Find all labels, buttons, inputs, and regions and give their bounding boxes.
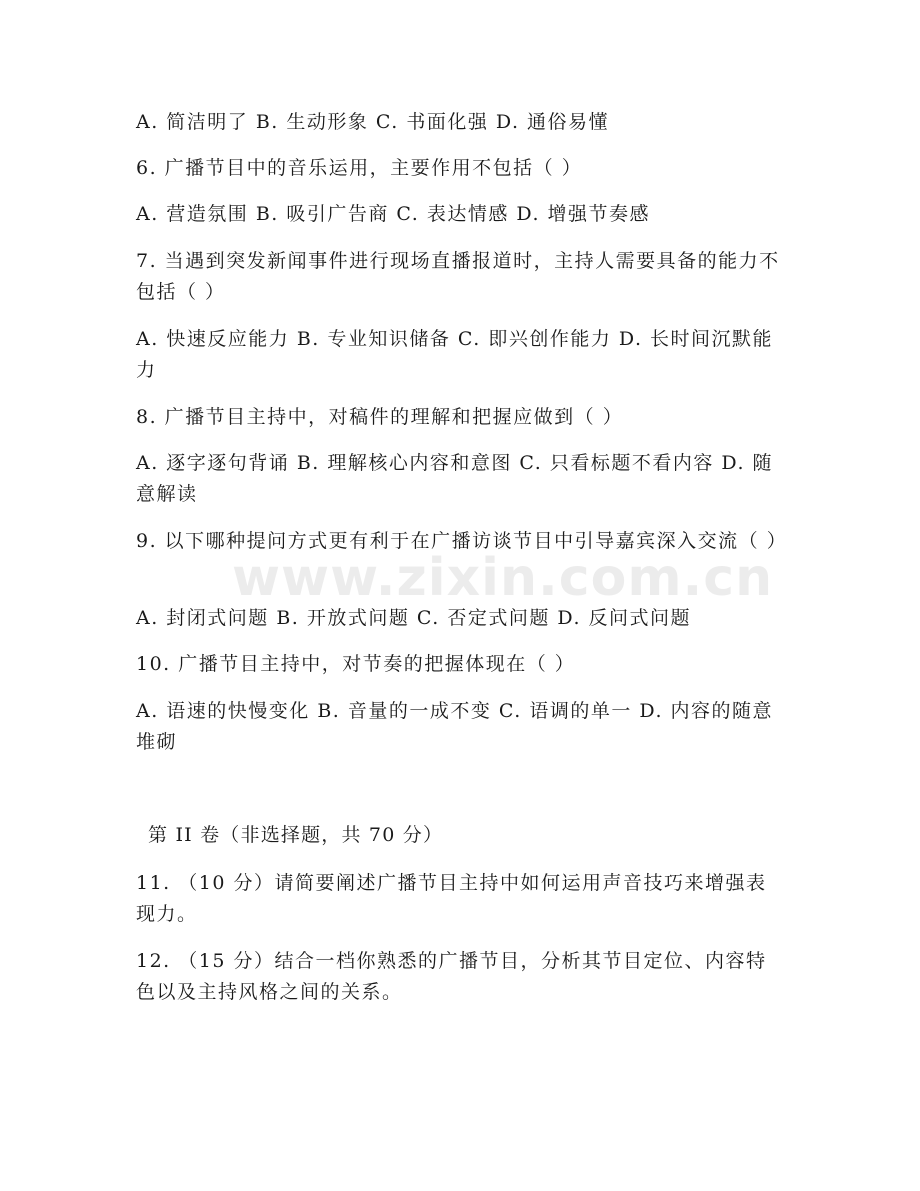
- q6-question: 6. 广播节目中的音乐运用，主要作用不包括（ ）: [136, 157, 583, 179]
- q9-options: A. 封闭式问题 B. 开放式问题 C. 否定式问题 D. 反问式问题: [136, 607, 692, 629]
- q11-question: 11. （10 分）请简要阐述广播节目主持中如何运用声音技巧来增强表现力。: [136, 872, 767, 925]
- q7-options: A. 快速反应能力 B. 专业知识储备 C. 即兴创作能力 D. 长时间沉默能力: [136, 328, 774, 381]
- q12-question: 12. （15 分）结合一档你熟悉的广播节目，分析其节目定位、内容特色以及主持风格之间的关系。: [136, 950, 767, 1003]
- section-title: 第 II 卷（非选择题，共 70 分）: [148, 824, 444, 846]
- q9-question: 9. 以下哪种提问方式更有利于在广播访谈节目中引导嘉宾深入交流（ ）: [136, 530, 788, 552]
- q5-options: A. 简洁明了 B. 生动形象 C. 书面化强 D. 通俗易懂: [136, 111, 610, 133]
- watermark: www.zixin.com.cn: [232, 548, 774, 608]
- q7-question: 7. 当遇到突发新闻事件进行现场直播报道时，主持人需要具备的能力不包括（ ）: [136, 250, 780, 303]
- q8-question: 8. 广播节目主持中，对稿件的理解和把握应做到（ ）: [136, 406, 624, 428]
- q6-options: A. 营造氛围 B. 吸引广告商 C. 表达情感 D. 增强节奏感: [136, 203, 651, 225]
- q10-question: 10. 广播节目主持中，对节奏的把握体现在（ ）: [136, 653, 576, 675]
- q8-options: A. 逐字逐句背诵 B. 理解核心内容和意图 C. 只看标题不看内容 D. 随意解读: [136, 452, 774, 505]
- q10-options: A. 语速的快慢变化 B. 音量的一成不变 C. 语调的单一 D. 内容的随意堆砌: [136, 700, 774, 753]
